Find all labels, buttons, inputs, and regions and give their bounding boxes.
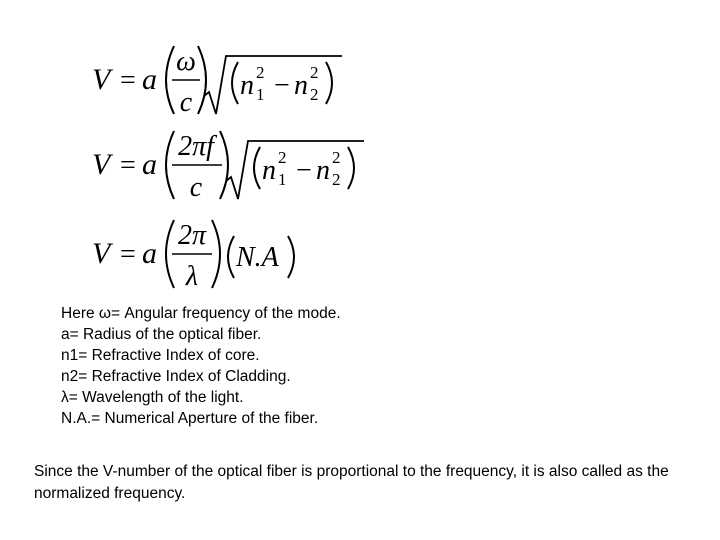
eq3-lhs: V [92, 237, 111, 270]
definition-lambda: λ= Wavelength of the light. [61, 389, 244, 406]
eq3-na-left-paren [228, 236, 234, 278]
eq3-right-paren [212, 220, 220, 288]
definition-na: N.A.= Numerical Aperture of the fiber. [61, 410, 319, 427]
eq2-equals: = [120, 150, 136, 181]
eq3-denominator: λ [185, 261, 199, 292]
eq1-numerator: ω [176, 46, 196, 77]
eq1-lhs: V [92, 63, 111, 96]
eq2-numerator: 2πf [178, 131, 214, 162]
eq1-n1-sub: 1 [256, 85, 265, 104]
eq2-coefficient: a [142, 148, 157, 181]
eq2-n1-sub: 1 [278, 170, 287, 189]
equation-2-graphic [80, 125, 400, 205]
eq1-coefficient: a [142, 63, 157, 96]
eq3-numerator: 2π [177, 220, 207, 251]
eq2-sqrt-sign [226, 141, 364, 199]
eq3-coefficient: a [142, 237, 157, 270]
equation-v-number-frequency [80, 125, 400, 205]
eq1-minus: − [274, 70, 290, 101]
eq1-inner-left-paren [232, 62, 238, 104]
eq2-n2: n [316, 155, 330, 186]
equation-1-graphic [80, 40, 400, 120]
definition-a: a= Radius of the optical fiber. [61, 326, 262, 343]
definition-n1: n1= Refractive Index of core. [61, 347, 260, 364]
eq2-inner-left-paren [254, 147, 260, 189]
equation-v-number-omega [80, 40, 400, 120]
eq2-inner-right-paren [348, 147, 354, 189]
eq1-denominator: c [179, 87, 193, 118]
eq2-n1: n [262, 155, 276, 186]
eq2-lhs: V [92, 148, 111, 181]
eq2-n2-sub: 2 [332, 170, 341, 189]
eq1-inner-right-paren [326, 62, 332, 104]
eq2-n1-sup: 2 [278, 148, 287, 167]
eq1-n1: n [240, 70, 254, 101]
eq3-equals: = [120, 239, 136, 270]
eq2-minus: − [296, 155, 312, 186]
definition-n2: n2= Refractive Index of Cladding. [61, 368, 291, 385]
eq2-n2-sup: 2 [332, 148, 341, 167]
normalized-frequency-note: Since the V-number of the optical fiber is proportional to the frequency, it is also called as the normalized frequency. [34, 463, 669, 502]
eq1-n2: n [294, 70, 308, 101]
equation-v-number-numerical-aperture [80, 214, 400, 294]
symbol-definitions [61, 303, 341, 429]
eq1-n2-sub: 2 [310, 85, 319, 104]
eq3-na-right-paren [288, 236, 294, 278]
eq1-n2-sup: 2 [310, 63, 319, 82]
eq1-equals: = [120, 65, 136, 96]
eq1-n1-sup: 2 [256, 63, 265, 82]
equation-3-graphic [80, 214, 400, 294]
eq2-denominator: c [189, 172, 203, 203]
eq3-numerical-aperture: N.A [236, 242, 279, 273]
definition-omega: Here ω= Angular frequency of the mode. [61, 305, 341, 322]
eq1-sqrt-sign [204, 56, 342, 114]
